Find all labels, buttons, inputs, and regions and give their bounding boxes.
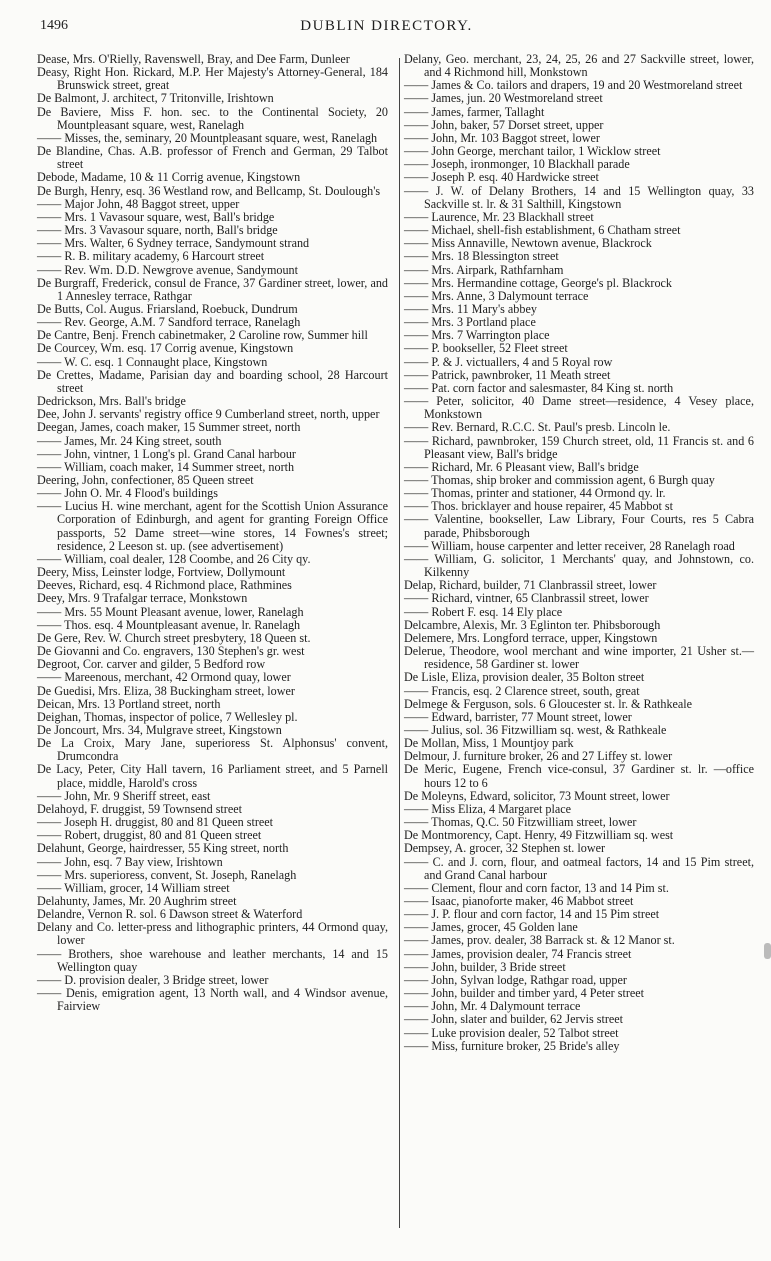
directory-entry: —— Peter, solicitor, 40 Dame street—residence, 4 Vesey place, Monkstown xyxy=(404,394,754,422)
directory-entry: —— Luke provision dealer, 52 Talbot street xyxy=(404,1025,619,1040)
column-divider xyxy=(399,58,400,1228)
directory-entry: De Meric, Eugene, French vice-consul, 37 Gardiner st. lr. —office hours 12 to 6 xyxy=(404,762,754,790)
directory-entry: Delerue, Theodore, wool merchant and wine importer, 21 Usher st.—residence, 58 Gardiner st. lower xyxy=(404,644,754,672)
scan-speck xyxy=(764,943,771,959)
directory-entry: —— John, baker, 57 Dorset street, upper xyxy=(404,117,604,132)
directory-entry: —— Thomas, printer and stationer, 44 Ormond qy. lr. xyxy=(404,486,666,501)
directory-entry: —— John, builder and timber yard, 4 Peter street xyxy=(404,986,645,1001)
directory-entry: —— Patrick, pawnbroker, 11 Meath street xyxy=(404,367,611,382)
directory-entry: Deery, Miss, Leinster lodge, Fortview, Dollymount xyxy=(37,565,286,580)
directory-entry: De Gere, Rev. W. Church street presbytery, 18 Queen st. xyxy=(37,630,311,645)
directory-entry: De Burgraff, Frederick, consul de France, 37 Gardiner street, lower, and 1 Annesley terrace, Rathgar xyxy=(37,275,388,303)
directory-entry: De Lacy, Peter, City Hall tavern, 16 Parliament street, and 5 Parnell place, middle, Harold's cross xyxy=(37,762,388,790)
directory-entry: Dee, John J. servants' registry office 9 Cumberland street, north, upper xyxy=(37,407,380,422)
directory-entry: Debode, Madame, 10 & 11 Corrig avenue, Kingstown xyxy=(37,170,301,185)
directory-entry: —— J. W. of Delany Brothers, 14 and 15 Wellington quay, 33 Sackville st. lr. & 31 Salthill, Kingstown xyxy=(404,183,754,211)
directory-entry: —— John, esq. 7 Bay view, Irishtown xyxy=(37,854,223,869)
directory-entry: Dedrickson, Mrs. Ball's bridge xyxy=(37,394,186,409)
directory-entry: —— Mrs. superioress, convent, St. Joseph, Ranelagh xyxy=(37,867,297,882)
directory-entry: —— Mrs. 55 Mount Pleasant avenue, lower, Ranelagh xyxy=(37,604,304,619)
directory-entry: De Giovanni and Co. engravers, 130 Stephen's gr. west xyxy=(37,644,305,659)
directory-entry: De Lisle, Eliza, provision dealer, 35 Bolton street xyxy=(404,670,645,685)
directory-entry: De La Croix, Mary Jane, superioress St. Alphonsus' convent, Drumcondra xyxy=(37,736,388,764)
directory-entry: Delandre, Vernon R. sol. 6 Dawson street & Waterford xyxy=(37,907,303,922)
directory-entry: —— C. and J. corn, flour, and oatmeal factors, 14 and 15 Pim street, and Grand Canal harbour xyxy=(404,854,754,882)
directory-entry: De Butts, Col. Augus. Friarsland, Roebuck, Dundrum xyxy=(37,301,298,316)
directory-entry: De Burgh, Henry, esq. 36 Westland row, and Bellcamp, St. Doulough's xyxy=(37,183,381,198)
directory-entry: —— Thos. bricklayer and house repairer, 45 Mabbot st xyxy=(404,499,674,514)
directory-entry: —— James, prov. dealer, 38 Barrack st. & 12 Manor st. xyxy=(404,933,675,948)
directory-entry: De Baviere, Miss F. hon. sec. to the Continental Society, 20 Mountpleasant square, west, Ranelagh xyxy=(37,104,388,132)
directory-entry: Deegan, James, coach maker, 15 Summer street, north xyxy=(37,420,301,435)
directory-entry: De Balmont, J. architect, 7 Tritonville, Irishtown xyxy=(37,91,274,106)
directory-entry: —— William, coal dealer, 128 Coombe, and 26 City qy. xyxy=(37,551,311,566)
directory-entry: —— John George, merchant tailor, 1 Wicklow street xyxy=(404,144,661,159)
directory-entry: De Courcey, Wm. esq. 17 Corrig avenue, Kingstown xyxy=(37,341,294,356)
directory-entry: —— Laurence, Mr. 23 Blackhall street xyxy=(404,209,594,224)
directory-entry: Deican, Mrs. 13 Portland street, north xyxy=(37,696,221,711)
directory-entry: —— James, farmer, Tallaght xyxy=(404,104,545,119)
directory-entry: —— Valentine, bookseller, Law Library, Four Courts, res 5 Cabra parade, Phibsborough xyxy=(404,512,754,540)
directory-entry: —— Miss Annaville, Newtown avenue, Blackrock xyxy=(404,236,652,251)
right-column xyxy=(404,53,754,1053)
directory-entry: —— P. & J. victuallers, 4 and 5 Royal row xyxy=(404,354,613,369)
directory-entry: Dease, Mrs. O'Rielly, Ravenswell, Bray, and Dee Farm, Dunleer xyxy=(37,52,350,66)
directory-entry: —— Pat. corn factor and salesmaster, 84 King st. north xyxy=(404,380,674,395)
directory-entry: —— John, Mr. 9 Sheriff street, east xyxy=(37,788,211,803)
directory-entry: —— Miss Eliza, 4 Margaret place xyxy=(404,801,571,816)
directory-entry: Deering, John, confectioner, 85 Queen street xyxy=(37,473,254,487)
directory-entry: Degroot, Cor. carver and gilder, 5 Bedford row xyxy=(37,657,266,672)
directory-entry: —— Thomas, ship broker and commission agent, 6 Burgh quay xyxy=(404,473,715,487)
directory-entry: Delahunt, George, hairdresser, 55 King street, north xyxy=(37,841,289,856)
directory-entry: —— Rev. Bernard, R.C.C. St. Paul's presb. Lincoln le. xyxy=(404,420,671,435)
directory-entry: —— John O. Mr. 4 Flood's buildings xyxy=(37,486,218,501)
directory-entry: —— James, provision dealer, 74 Francis street xyxy=(404,946,632,961)
directory-entry: —— John, slater and builder, 62 Jervis street xyxy=(404,1012,624,1027)
directory-entry: De Moleyns, Edward, solicitor, 73 Mount street, lower xyxy=(404,788,670,803)
directory-entry: —— Mrs. Anne, 3 Dalymount terrace xyxy=(404,288,589,303)
directory-entry: —— James, Mr. 24 King street, south xyxy=(37,433,222,448)
directory-entry: Delmege & Ferguson, sols. 6 Gloucester st. lr. & Rathkeale xyxy=(404,696,693,711)
directory-entry: Delany and Co. letter-press and lithographic printers, 44 Ormond quay, lower xyxy=(37,920,388,948)
directory-entry: Delahoyd, F. druggist, 59 Townsend street xyxy=(37,801,242,816)
directory-entry: —— D. provision dealer, 3 Bridge street, lower xyxy=(37,972,269,987)
running-title: DUBLIN DIRECTORY. xyxy=(300,18,473,34)
left-column xyxy=(37,53,388,1013)
directory-entry: De Crettes, Madame, Parisian day and boarding school, 28 Harcourt street xyxy=(37,367,388,395)
directory-entry: —— John, vintner, 1 Long's pl. Grand Canal harbour xyxy=(37,446,296,461)
directory-entry: —— Mrs. 11 Mary's abbey xyxy=(404,301,537,316)
directory-entry: —— William, coach maker, 14 Summer street, north xyxy=(37,459,295,474)
directory-entry: —— William, G. solicitor, 1 Merchants' quay, and Johnstown, co. Kilkenny xyxy=(404,551,754,580)
directory-entry: —— Joseph, ironmonger, 10 Blackhall parade xyxy=(404,157,630,172)
directory-entry: —— Julius, sol. 36 Fitzwilliam sq. west, & Rathkeale xyxy=(404,722,667,737)
directory-entry: Deasy, Right Hon. Rickard, M.P. Her Majesty's Attorney-General, 184 Brunswick street, great xyxy=(37,65,388,93)
directory-entry: —— Mrs. 18 Blessington street xyxy=(404,249,559,264)
directory-entry: —— Miss, furniture broker, 25 Bride's alley xyxy=(404,1038,620,1053)
directory-entry: Deey, Mrs. 9 Trafalgar terrace, Monkstown xyxy=(37,591,248,606)
directory-entry: —— Lucius H. wine merchant, agent for the Scottish Union Assurance Corporation of Edinburgh, and agent for granting Foreign Office passports, 52 Dame street—wine stores, 14 Fownes's street; residence, 2 Leeson st. up. (see advertisement) xyxy=(37,499,388,553)
directory-entry: De Montmorency, Capt. Henry, 49 Fitzwilliam sq. west xyxy=(404,828,674,843)
directory-entry: —— Thomas, Q.C. 50 Fitzwilliam street, lower xyxy=(404,815,637,830)
directory-entry: —— Mrs. 1 Vavasour square, west, Ball's bridge xyxy=(37,209,275,224)
directory-entry: —— Mareenous, merchant, 42 Ormond quay, lower xyxy=(37,670,291,685)
directory-entry: —— John, builder, 3 Bride street xyxy=(404,959,566,974)
directory-entry: —— Joseph P. esq. 40 Hardwicke street xyxy=(404,170,599,185)
directory-entry: Delemere, Mrs. Longford terrace, upper, Kingstown xyxy=(404,630,658,645)
directory-entry: —— William, grocer, 14 William street xyxy=(37,880,230,895)
directory-entry: —— William, house carpenter and letter receiver, 28 Ranelagh road xyxy=(404,538,735,553)
directory-entry: Deeves, Richard, esq. 4 Richmond place, Rathmines xyxy=(37,578,292,593)
directory-entry: —— Joseph H. druggist, 80 and 81 Queen street xyxy=(37,815,274,830)
directory-entry: Delmour, J. furniture broker, 26 and 27 Liffey st. lower xyxy=(404,749,673,764)
directory-entry: Deighan, Thomas, inspector of police, 7 Wellesley pl. xyxy=(37,709,298,724)
directory-entry: —— Richard, vintner, 65 Clanbrassil street, lower xyxy=(404,591,649,606)
directory-entry: —— Richard, pawnbroker, 159 Church street, old, 11 Francis st. and 6 Pleasant view, Ball's bridge xyxy=(404,433,754,461)
directory-entry: —— J. P. flour and corn factor, 14 and 15 Pim street xyxy=(404,907,660,922)
directory-entry: —— James, grocer, 45 Golden lane xyxy=(404,920,578,935)
directory-entry: De Guedisi, Mrs. Eliza, 38 Buckingham street, lower xyxy=(37,683,295,698)
directory-entry: —— James & Co. tailors and drapers, 19 and 20 Westmoreland street xyxy=(404,78,743,93)
directory-entry: De Mollan, Miss, 1 Mountjoy park xyxy=(404,736,574,751)
directory-entry: —— Mrs. 7 Warrington place xyxy=(404,328,550,343)
directory-entry: —— Robert, druggist, 80 and 81 Queen street xyxy=(37,828,262,843)
directory-entry: —— John, Sylvan lodge, Rathgar road, upper xyxy=(404,972,627,987)
directory-entry: —— Mrs. Walter, 6 Sydney terrace, Sandymount strand xyxy=(37,236,310,251)
directory-entry: —— Edward, barrister, 77 Mount street, lower xyxy=(404,709,632,724)
directory-entry: —— Mrs. Hermandine cottage, George's pl. Blackrock xyxy=(404,275,672,290)
directory-entry: Dempsey, A. grocer, 32 Stephen st. lower xyxy=(404,841,606,856)
directory-entry: Delany, Geo. merchant, 23, 24, 25, 26 and 27 Sackville street, lower, and 4 Richmond hill, Monkstown xyxy=(404,52,754,80)
directory-entry: —— Mrs. Airpark, Rathfarnham xyxy=(404,262,564,277)
directory-entry: Delcambre, Alexis, Mr. 3 Eglinton ter. Phibsborough xyxy=(404,617,661,632)
page-number: 1496 xyxy=(40,18,68,33)
directory-entry: —— Isaac, pianoforte maker, 46 Mabbot street xyxy=(404,894,634,908)
directory-entry: De Blandine, Chas. A.B. professor of French and German, 29 Talbot street xyxy=(37,144,388,172)
directory-entry: —— Rev. George, A.M. 7 Sandford terrace, Ranelagh xyxy=(37,315,301,330)
directory-entry: —— P. bookseller, 52 Fleet street xyxy=(404,341,568,356)
directory-entry: —— Mrs. 3 Vavasour square, north, Ball's bridge xyxy=(37,223,278,238)
directory-entry: —— James, jun. 20 Westmoreland street xyxy=(404,91,603,106)
directory-entry: —— John, Mr. 4 Dalymount terrace xyxy=(404,999,581,1014)
directory-entry: —— Francis, esq. 2 Clarence street, south, great xyxy=(404,683,640,698)
directory-entry: —— Brothers, shoe warehouse and leather merchants, 14 and 15 Wellington quay xyxy=(37,946,388,974)
directory-entry: —— John, Mr. 103 Baggot street, lower xyxy=(404,130,600,145)
directory-entry: —— Mrs. 3 Portland place xyxy=(404,315,536,330)
directory-entry: —— W. C. esq. 1 Connaught place, Kingstown xyxy=(37,354,268,369)
directory-entry: Delap, Richard, builder, 71 Clanbrassil street, lower xyxy=(404,578,657,593)
directory-entry: —— Major John, 48 Baggot street, upper xyxy=(37,196,240,211)
directory-entry: De Cantre, Benj. French cabinetmaker, 2 Caroline row, Summer hill xyxy=(37,328,368,343)
directory-entry: —— Thos. esq. 4 Mountpleasant avenue, lr. Ranelagh xyxy=(37,617,301,632)
directory-entry: —— Rev. Wm. D.D. Newgrove avenue, Sandymount xyxy=(37,262,298,277)
directory-entry: —— Michael, shell-fish establishment, 6 Chatham street xyxy=(404,223,681,238)
directory-entry: —— Richard, Mr. 6 Pleasant view, Ball's bridge xyxy=(404,459,639,474)
directory-entry: Delahunty, James, Mr. 20 Aughrim street xyxy=(37,894,237,908)
directory-entry: —— Clement, flour and corn factor, 13 and 14 Pim st. xyxy=(404,880,669,895)
directory-entry: De Joncourt, Mrs. 34, Mulgrave street, Kingstown xyxy=(37,722,282,737)
page-header xyxy=(40,18,733,40)
directory-entry: —— Denis, emigration agent, 13 North wall, and 4 Windsor avenue, Fairview xyxy=(37,986,388,1014)
directory-entry: —— Misses, the, seminary, 20 Mountpleasant square, west, Ranelagh xyxy=(37,130,378,145)
directory-entry: —— R. B. military academy, 6 Harcourt street xyxy=(37,249,265,264)
directory-entry: —— Robert F. esq. 14 Ely place xyxy=(404,604,563,619)
